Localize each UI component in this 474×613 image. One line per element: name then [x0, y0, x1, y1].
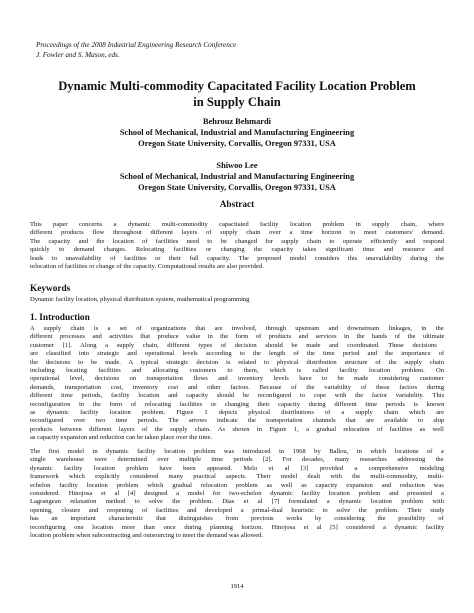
text-line: opening, closure and reopening of facilities and developed a primal-dual heuristic to solve the problem. Their study — [30, 506, 445, 514]
introduction-paragraph — [30, 448, 444, 540]
text-line: reconfiguration in the form of relocating facilities or changing their capacity during different time periods is known — [30, 400, 445, 408]
text-line: echelon facility location problem which gradual relocation problem as well as capacity expansion and reduction was — [30, 481, 444, 489]
abstract-heading: Abstract — [219, 200, 255, 210]
text-line: the decisions to be made. A typical strategic decision is related to physical distribution structure of the supply chain — [30, 358, 444, 366]
text-line: are classified into strategic and operational levels according to the length of the time period and the importance of — [30, 350, 445, 358]
author-affiliation: School of Mechanical, Industrial and Manufacturing Engineering — [119, 172, 355, 182]
paper-title — [30, 78, 444, 110]
text-line: Lagrangean relaxation method to solve the problem. Dias et al [7] formulated a dynamic location problem with — [30, 498, 445, 506]
author-address: Oregon State University, Corvallis, Oregon 97331, USA — [138, 139, 336, 149]
text-line: This paper concerns a dynamic multi-commodity capacitated facility location problem in supply chain, where — [30, 221, 445, 228]
text-line: A supply chain is a set of organizations that are involved, through upstream and downstream linkages, in the — [30, 325, 444, 332]
header-line: J. Fowler and S. Mason, eds. — [36, 50, 120, 59]
text-line: as dynamic facility location problem. Figure 1 depicts physical distributions of a supply chain which are — [30, 409, 445, 417]
text-line: relocation of facilities or change of the capacity. Computational results are also provided. — [30, 263, 264, 271]
author-name: Behrouz Behmardi — [202, 117, 271, 126]
author-address: Oregon State University, Corvallis, Oregon 97331, USA — [138, 183, 336, 193]
text-line: location problem when subcontracting and outsourcing to meet the demand was allowed. — [30, 532, 264, 540]
text-line: reconfigured over two time periods. The arrows indicate the transportation channels that are available to ship — [30, 417, 445, 425]
header-line: Proceedings of the 2008 Industrial Engineering Research Conference — [36, 41, 237, 49]
text-line: products between different layers of the supply chain. As shown in Figure 1, a gradual relocation of facilities as well — [30, 425, 444, 433]
keywords-heading: Keywords — [30, 284, 71, 294]
introduction-paragraph — [30, 325, 444, 443]
text-line: considered. Hinojosa et al [4] designed a model for two-echelon dynamic facility location problem and presented a — [30, 490, 444, 498]
proceedings-header — [36, 41, 236, 60]
text-line: different products flow throughout different layers of supply chain over a time horizon to meet customers' demand. — [30, 229, 445, 237]
text-line: different processes and activities that produce value in the form of products and services in the hands of the ultimate — [30, 333, 445, 341]
text-line: demands, transportation cost, inventory cost and other factors. Because of the variability of these factors during — [30, 383, 444, 391]
text-line: framework which explicitly considered many practical aspects. Their model dealt with the multi-commodity, multi- — [30, 473, 444, 481]
text-line: dynamic facility location problem have been appeared. Melo et al [3] provided a comprehensive modeling — [30, 464, 445, 472]
text-line: reconfiguring one location more than once during planning horizon. Hinojosa et al [5] considered a dynamic facility — [30, 523, 445, 531]
page-number: 1914 — [230, 583, 244, 590]
title-line: Dynamic Multi-commodity Capacitated Facility Location Problem — [58, 79, 416, 93]
text-line: The first model in dynamic facility location problem was introduced in 1968 by Ballou, in which locations of a — [30, 448, 444, 455]
author-block — [30, 160, 444, 194]
text-line: The capacity and the location of facilities need to be changed for supply chain to operate efficiently and respond — [30, 237, 445, 245]
text-line: has an important characteristic that distinguishes from previous works by considering the possibility of — [30, 515, 444, 523]
author-affiliation: School of Mechanical, Industrial and Manufacturing Engineering — [119, 128, 355, 138]
text-line: customer [1]. Along a supply chain, different types of decision should be made and coordinated. These decisions — [30, 341, 437, 349]
text-line: quickly to demand changes. Relocating facilities or changing the capacity takes significant time and resource and — [30, 246, 444, 254]
keywords-text: Dynamic facility location, physical distribution system, mathematical programming — [30, 296, 250, 303]
text-line: leads to unavailability of facilities or their full capacity. The proposed model considers this unavailability during the — [30, 254, 444, 262]
title-line: in Supply Chain — [193, 95, 281, 109]
author-block — [30, 116, 444, 150]
text-line: as capacity expansion and reduction can be taken place over the time. — [30, 434, 213, 442]
text-line: including locating facilities and allocating customers to them, which is called facility location problem. On — [30, 367, 444, 375]
introduction-heading: 1. Introduction — [30, 313, 90, 323]
abstract-body — [30, 221, 444, 271]
author-name: Shiwoo Lee — [216, 161, 258, 170]
text-line: operational level, decisions on transportation flows and inventory levels have to be made considering customer — [30, 375, 444, 383]
text-line: single warehouse were determined over multiple time periods [2]. For decades, many researches addressing the — [30, 456, 444, 464]
text-line: different time periods, facility location and capacity should be reconfigured to cope with the factor variability. This — [30, 392, 445, 400]
